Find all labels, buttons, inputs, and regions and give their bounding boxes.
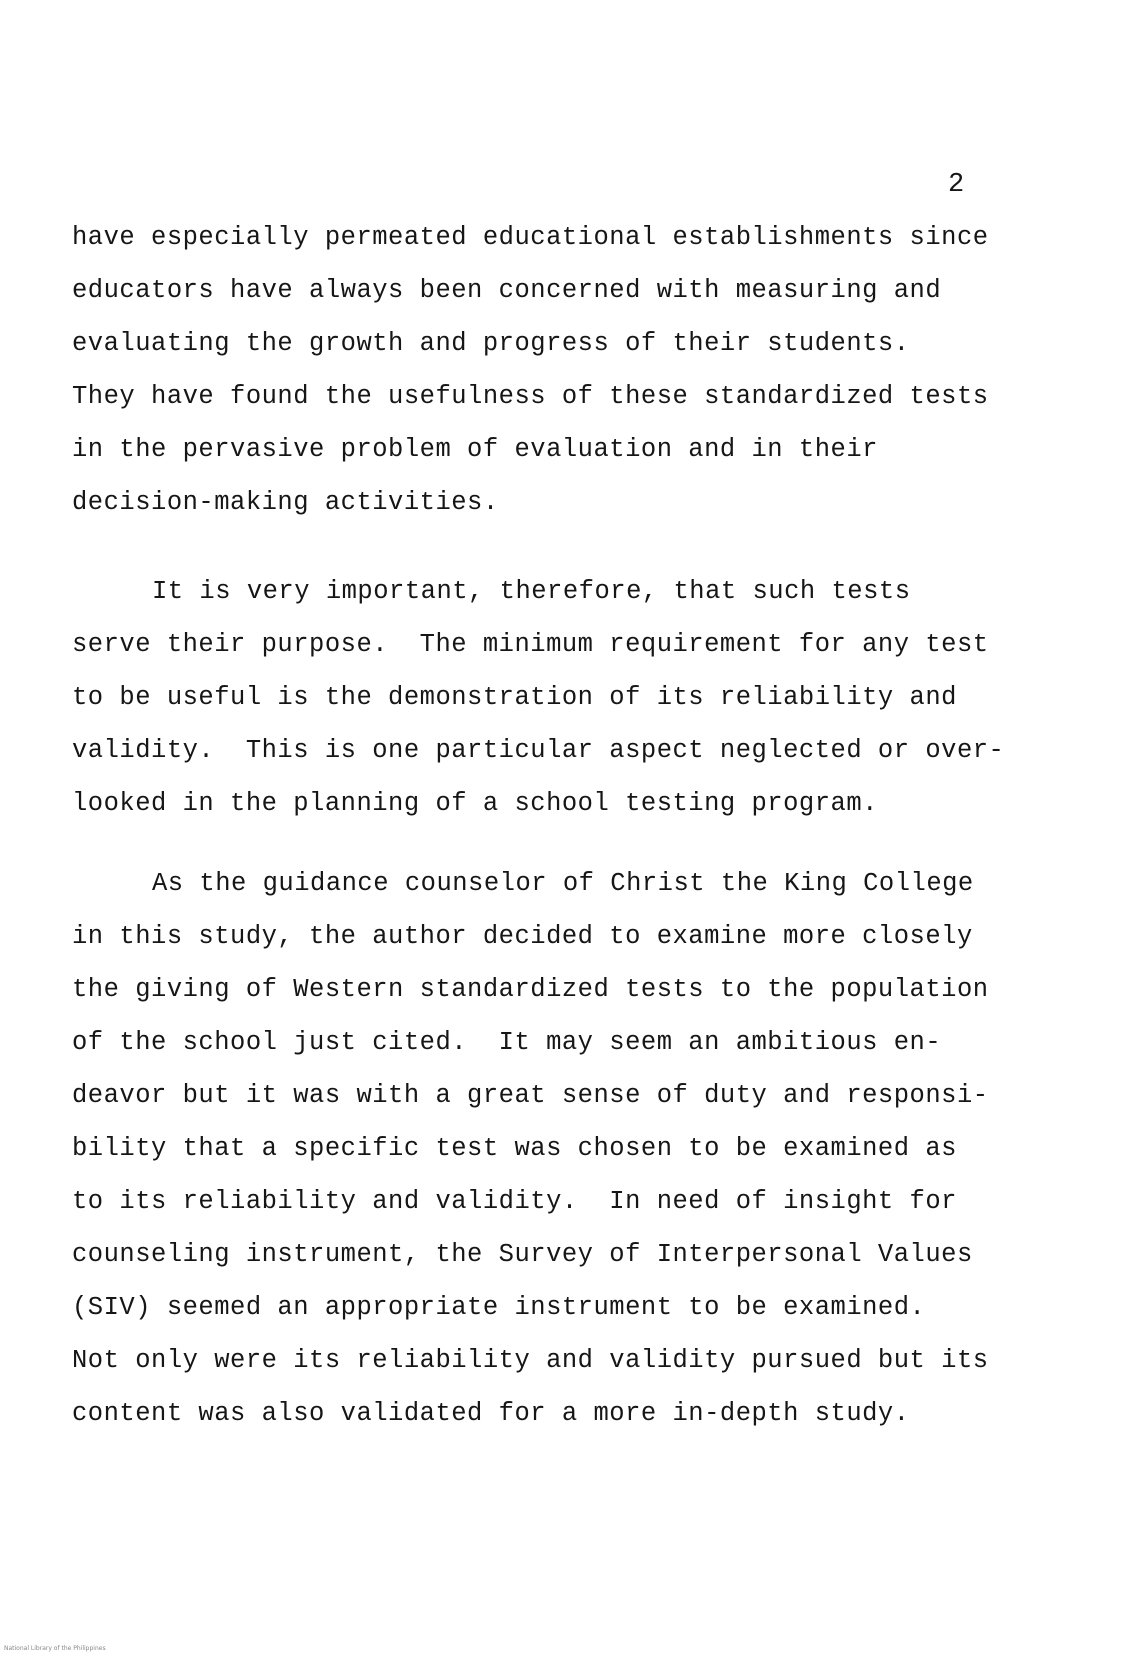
text-line: counseling instrument, the Survey of Interpersonal Values xyxy=(72,1240,973,1269)
text-line: in this study, the author decided to examine more closely xyxy=(72,922,973,951)
text-line: educators have always been concerned with measuring and xyxy=(72,276,942,305)
text-line: validity. This is one particular aspect neglected or over- xyxy=(72,736,1005,765)
text-line: As the guidance counselor of Christ the King College xyxy=(152,869,974,898)
paragraph-1 xyxy=(72,211,1072,529)
paragraph-3 xyxy=(72,857,1072,1440)
text-line: content was also validated for a more in-depth study. xyxy=(72,1399,910,1428)
paragraph-2 xyxy=(72,565,1072,830)
scan-footer-note: National Library of the Philippines xyxy=(4,1645,106,1652)
text-line: to be useful is the demonstration of its reliability and xyxy=(72,683,957,712)
text-line: deavor but it was with a great sense of duty and responsi- xyxy=(72,1081,989,1110)
text-line: It is very important, therefore, that such tests xyxy=(152,577,911,606)
text-line: bility that a specific test was chosen to be examined as xyxy=(72,1134,957,1163)
text-line: in the pervasive problem of evaluation and in their xyxy=(72,435,878,464)
text-line: evaluating the growth and progress of their students. xyxy=(72,329,910,358)
text-line: the giving of Western standardized tests to the population xyxy=(72,975,989,1004)
text-line: They have found the usefulness of these standardized tests xyxy=(72,382,989,411)
text-line: Not only were its reliability and validity pursued but its xyxy=(72,1346,989,1375)
page-number: 2 xyxy=(948,170,965,200)
text-line: (SIV) seemed an appropriate instrument to be examined. xyxy=(72,1293,926,1322)
text-line: to its reliability and validity. In need of insight for xyxy=(72,1187,957,1216)
text-line: looked in the planning of a school testing program. xyxy=(72,789,878,818)
text-line: decision-making activities. xyxy=(72,488,499,517)
text-line: of the school just cited. It may seem an ambitious en- xyxy=(72,1028,942,1057)
text-line: serve their purpose. The minimum requirement for any test xyxy=(72,630,989,659)
text-line: have especially permeated educational establishments since xyxy=(72,223,989,252)
